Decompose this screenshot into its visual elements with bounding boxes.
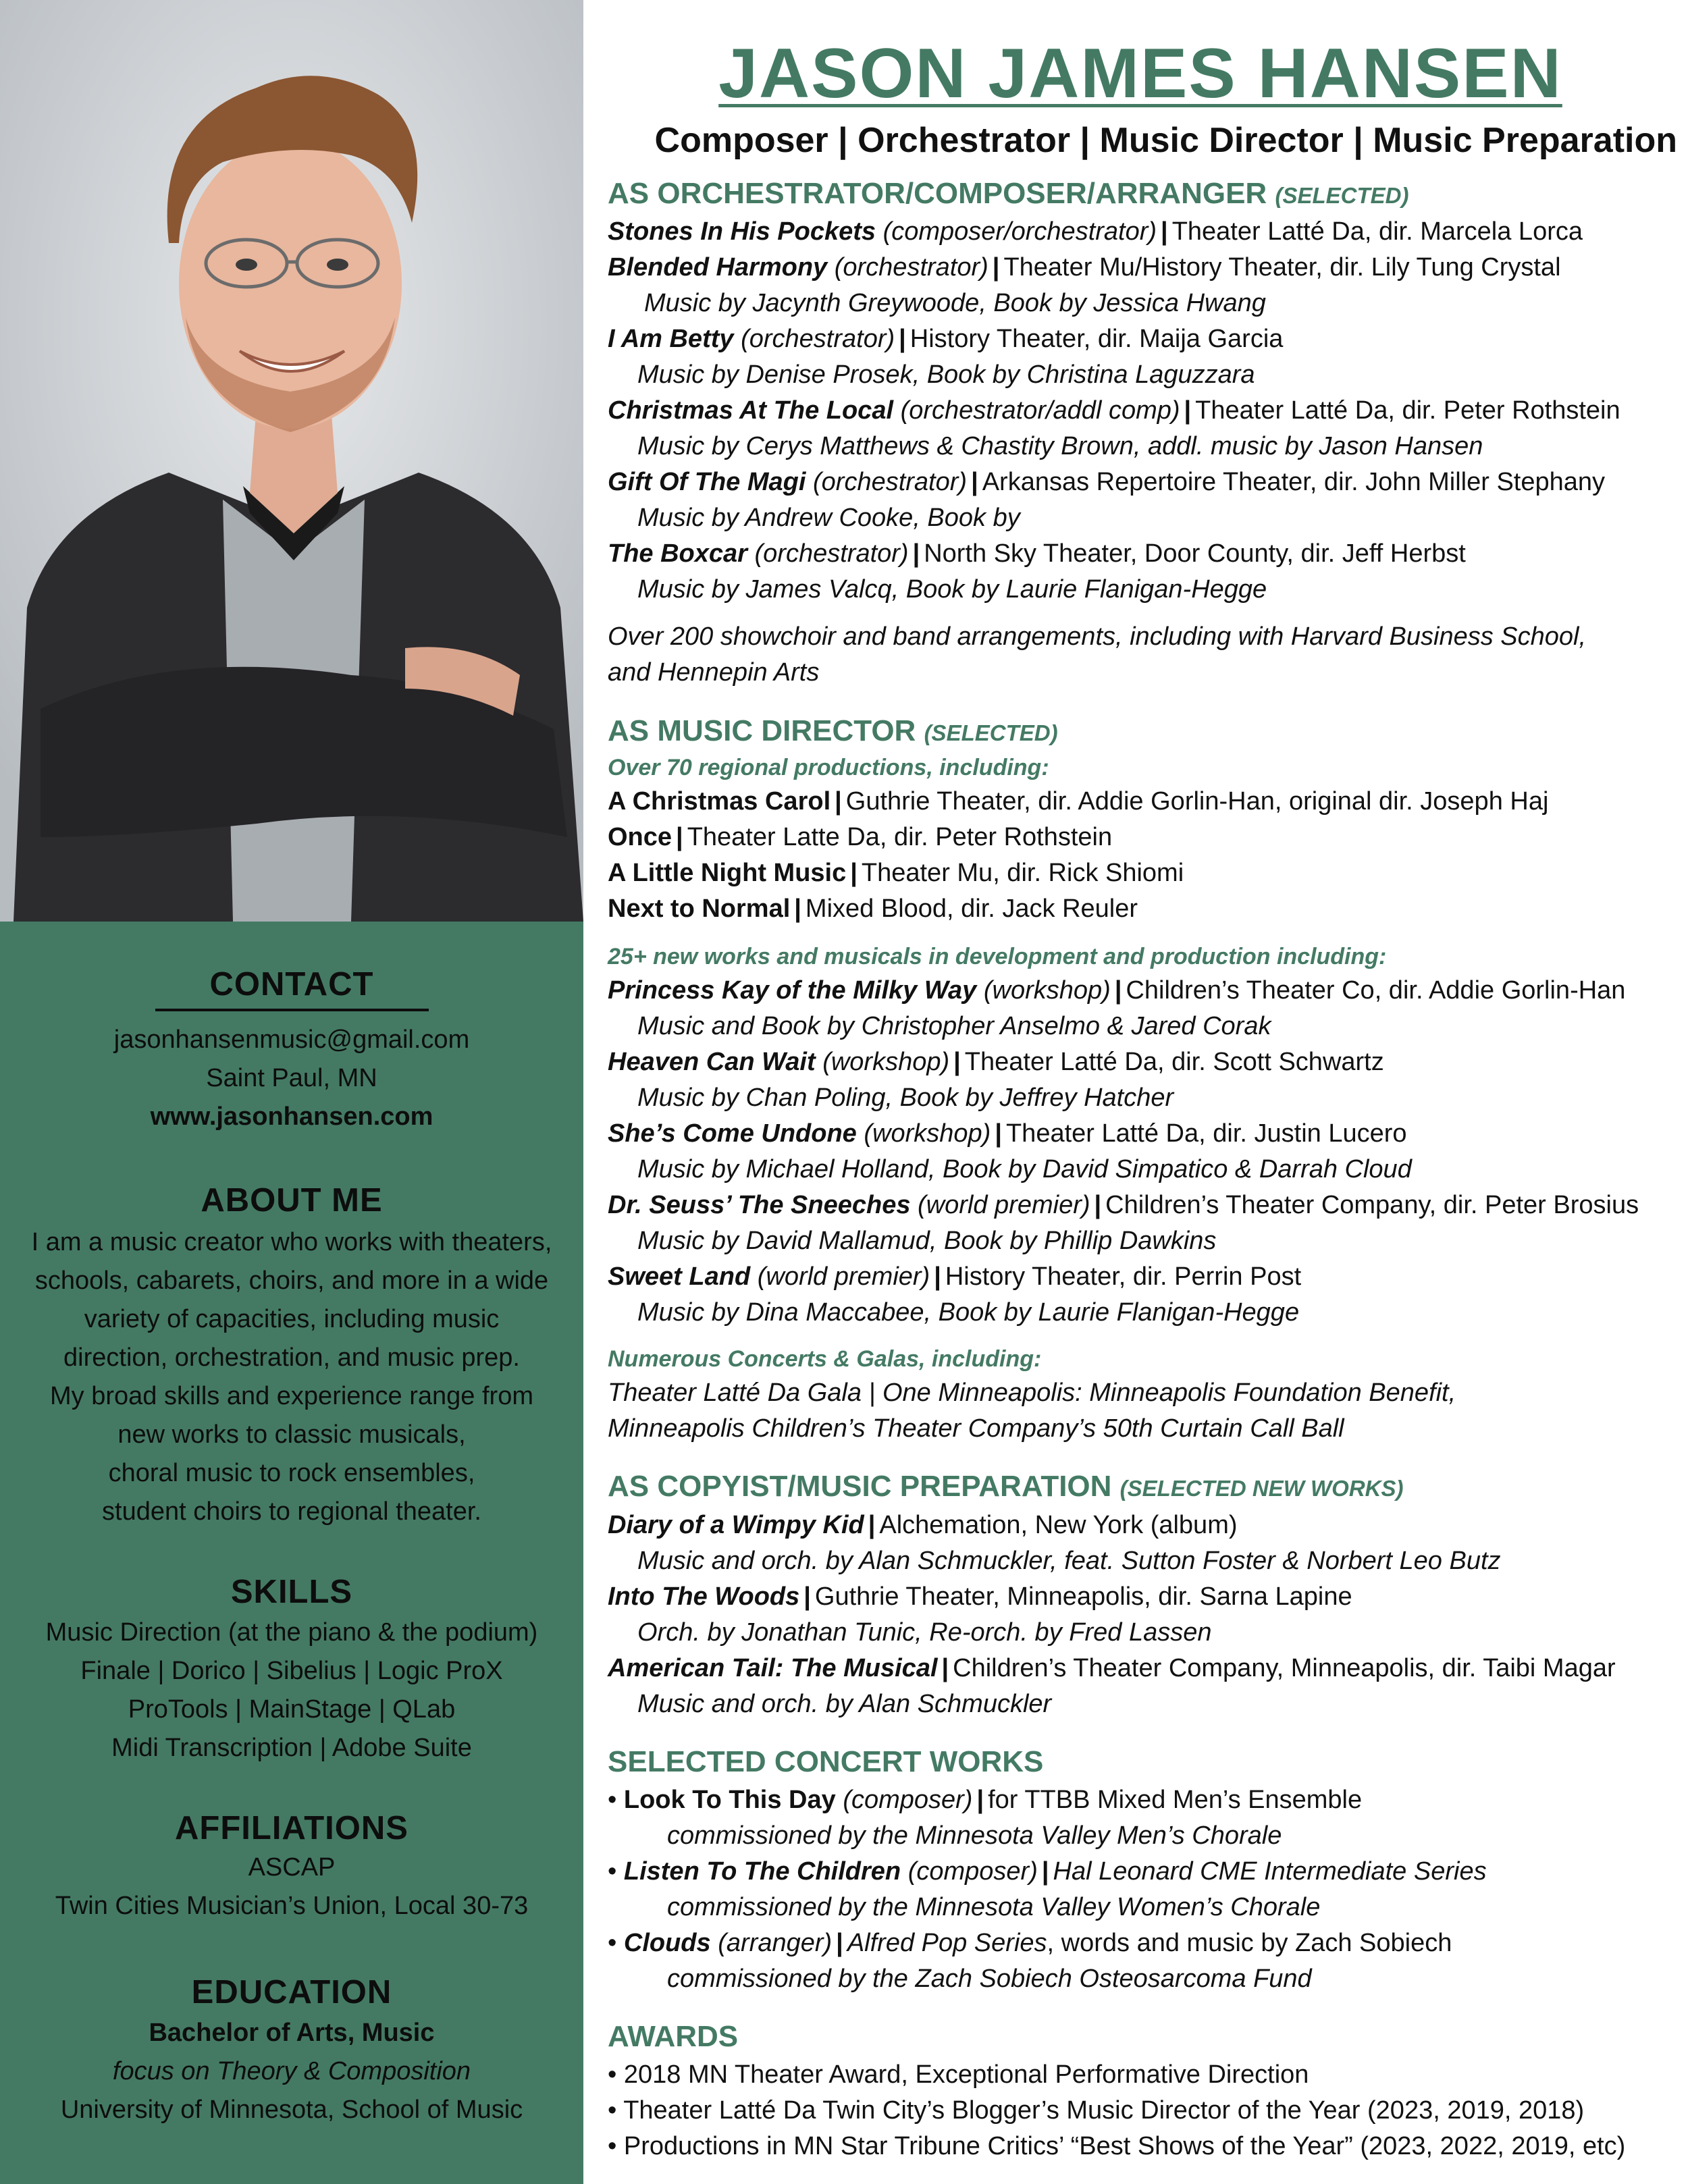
affiliation-item: ASCAP (248, 1853, 336, 1882)
about-section (0, 1181, 583, 1531)
page-title (604, 34, 1677, 114)
skills-line: Midi Transcription | Adobe Suite (111, 1734, 472, 1762)
concert-work-entry: • Clouds (arranger) | Alfred Pop Series, words and music by Zach Sobiech (608, 1929, 1452, 1957)
tagline: Composer | Orchestrator | Music Director | Music Preparation (654, 121, 1677, 160)
about-line: schools, cabarets, choirs, and more in a wide (34, 1267, 549, 1295)
about-line: choral music to rock ensembles, (108, 1459, 475, 1487)
left-column (0, 0, 583, 2184)
copyist-entry: American Tail: The Musical | Children’s Theater Company, Minneapolis, dir. Taibi Magar (608, 1654, 1616, 1682)
orchestrator-entry: I Am Betty (orchestrator) | History Theater, dir. Maija Garcia (608, 325, 1284, 353)
orchestrator-credit: Music by Denise Prosek, Book by Christina Laguzzara (637, 361, 1255, 389)
orchestrator-heading-text: AS ORCHESTRATOR/COMPOSER/ARRANGER (608, 177, 1267, 210)
orchestrator-heading (608, 177, 1408, 211)
copyist-heading (608, 1470, 1404, 1503)
about-line: student choirs to regional theater. (102, 1497, 481, 1526)
new-work-credit: Music by Dina Maccabee, Book by Laurie Flanigan-Hegge (637, 1298, 1300, 1327)
about-line: I am a music creator who works with theaters, (31, 1228, 552, 1256)
education-heading: EDUCATION (191, 1974, 392, 2010)
orchestrator-entry: Gift Of The Magi (orchestrator) | Arkansas Repertoire Theater, dir. John Miller Stephany (608, 468, 1606, 496)
concert-work-entry: • Listen To The Children (composer) | Hal Leonard CME Intermediate Series (608, 1857, 1487, 1886)
copyist-qualifier: (SELECTED NEW WORKS) (1119, 1476, 1404, 1501)
music-director-heading-text: AS MUSIC DIRECTOR (608, 714, 916, 747)
orchestrator-credit: Music by Andrew Cooke, Book by (637, 504, 1020, 532)
contact-heading: CONTACT (209, 966, 374, 1003)
contact-location: Saint Paul, MN (206, 1064, 377, 1092)
production-entry: Once | Theater Latte Da, dir. Peter Rothstein (608, 823, 1113, 851)
skills-line: Finale | Dorico | Sibelius | Logic ProX (80, 1657, 503, 1685)
new-work-credit: Music by David Mallamud, Book by Phillip Dawkins (637, 1227, 1217, 1255)
orchestrator-credit: Music by Jacynth Greywoode, Book by Jessica Hwang (644, 289, 1266, 317)
copyist-credit: Music and orch. by Alan Schmuckler (637, 1690, 1052, 1718)
orchestrator-qualifier: (SELECTED) (1275, 183, 1409, 208)
concert-work-entry: • Look To This Day (composer) | for TTBB Mixed Men’s Ensemble (608, 1786, 1363, 1814)
production-entry: A Christmas Carol | Guthrie Theater, dir. Addie Gorlin-Han, original dir. Joseph Haj (608, 787, 1549, 816)
orchestrator-entry: Blended Harmony (orchestrator) | Theater Mu/History Theater, dir. Lily Tung Crystal (608, 253, 1561, 282)
concert-work-credit: commissioned by the Minnesota Valley Women’s Chorale (667, 1893, 1321, 1921)
name-text: JASON JAMES HANSEN (718, 34, 1562, 113)
orchestrator-entry: Christmas At The Local (orchestrator/addl comp) | Theater Latté Da, dir. Peter Rothstein (608, 396, 1620, 425)
award-item: • Theater Latté Da Twin City’s Blogger’s Music Director of the Year (2023, 2019, 2018) (608, 2096, 1585, 2125)
contact-email[interactable]: jasonhansenmusic@gmail.com (113, 1026, 470, 1054)
concerts-line: Minneapolis Children’s Theater Company’s 50th Curtain Call Ball (608, 1414, 1344, 1443)
award-item: • 2018 MN Theater Award, Exceptional Performative Direction (608, 2060, 1309, 2089)
award-item: • Productions in MN Star Tribune Critics’ “Best Shows of the Year” (2023, 2022, 2019, etc) (608, 2132, 1626, 2160)
skills-heading: SKILLS (230, 1574, 353, 1610)
about-line: direction, orchestration, and music prep. (63, 1343, 520, 1372)
copyist-credit: Music and orch. by Alan Schmuckler, feat. Sutton Foster & Norbert Leo Butz (637, 1547, 1501, 1575)
music-director-subheading: Over 70 regional productions, including: (608, 755, 1049, 780)
affiliation-item: Twin Cities Musician’s Union, Local 30-73 (55, 1892, 529, 1920)
orchestrator-entry: The Boxcar (orchestrator) | North Sky Theater, Door County, dir. Jeff Herbst (608, 539, 1466, 568)
copyist-heading-text: AS COPYIST/MUSIC PREPARATION (608, 1470, 1112, 1503)
education-section (0, 1973, 583, 2129)
music-director-heading (608, 714, 1058, 748)
new-work-entry: Sweet Land (world premier) | History Theater, dir. Perrin Post (608, 1262, 1302, 1291)
about-line: My broad skills and experience range from (49, 1382, 533, 1410)
copyist-credit: Orch. by Jonathan Tunic, Re-orch. by Fred Lassen (637, 1618, 1212, 1647)
skills-section (0, 1573, 583, 1767)
new-work-credit: Music by Michael Holland, Book by David Simpatico & Darrah Cloud (637, 1155, 1412, 1183)
production-entry: Next to Normal | Mixed Blood, dir. Jack Reuler (608, 895, 1138, 923)
education-degree: Bachelor of Arts, Music (149, 2019, 435, 2047)
contact-website[interactable]: www.jasonhansen.com (150, 1102, 433, 1131)
skills-line: Music Direction (at the piano & the podium) (45, 1618, 538, 1647)
concert-work-credit: commissioned by the Minnesota Valley Men’s Chorale (667, 1821, 1282, 1850)
copyist-entry: Into The Woods | Guthrie Theater, Minneapolis, dir. Sarna Lapine (608, 1582, 1352, 1611)
concert-works-heading: SELECTED CONCERT WORKS (608, 1745, 1044, 1778)
orchestrator-entry: Stones In His Pockets (composer/orchestrator) | Theater Latté Da, dir. Marcela Lorca (608, 217, 1583, 246)
new-works-subheading: 25+ new works and musicals in development and production including: (608, 944, 1387, 969)
production-entry: A Little Night Music | Theater Mu, dir. Rick Shiomi (608, 859, 1184, 887)
about-line: variety of capacities, including music (84, 1305, 500, 1333)
new-work-entry: She’s Come Undone (workshop) | Theater Latté Da, dir. Justin Lucero (608, 1119, 1407, 1148)
new-work-credit: Music and Book by Christopher Anselmo & Jared Corak (637, 1012, 1271, 1040)
skills-line: ProTools | MainStage | QLab (128, 1695, 456, 1724)
concert-work-credit: commissioned by the Zach Sobiech Osteosarcoma Fund (667, 1965, 1312, 1993)
contact-divider (155, 1009, 429, 1011)
orchestrator-note: and Hennepin Arts (608, 658, 820, 687)
portrait-photo (0, 0, 583, 922)
about-heading: ABOUT ME (201, 1182, 383, 1219)
music-director-qualifier: (SELECTED) (924, 720, 1058, 745)
concerts-line: Theater Latté Da Gala | One Minneapolis: Minneapolis Foundation Benefit, (608, 1379, 1456, 1407)
education-school: University of Minnesota, School of Music (60, 2096, 523, 2124)
new-work-entry: Heaven Can Wait (workshop) | Theater Latté Da, dir. Scott Schwartz (608, 1048, 1384, 1076)
concerts-subheading: Numerous Concerts & Galas, including: (608, 1346, 1042, 1372)
new-work-credit: Music by Chan Poling, Book by Jeffrey Hatcher (637, 1084, 1174, 1112)
copyist-entry: Diary of a Wimpy Kid | Alchemation, New York (album) (608, 1511, 1238, 1539)
orchestrator-note: Over 200 showchoir and band arrangements, including with Harvard Business School, (608, 622, 1587, 651)
awards-heading: AWARDS (608, 2020, 739, 2053)
orchestrator-credit: Music by James Valcq, Book by Laurie Flanigan-Hegge (637, 575, 1267, 604)
affiliations-heading: AFFILIATIONS (175, 1810, 408, 1846)
new-work-entry: Dr. Seuss’ The Sneeches (world premier) | Children’s Theater Company, dir. Peter Brosius (608, 1191, 1639, 1219)
education-focus: focus on Theory & Composition (112, 2057, 471, 2085)
contact-section (0, 965, 583, 1136)
affiliations-section (0, 1809, 583, 1925)
orchestrator-credit: Music by Cerys Matthews & Chastity Brown, addl. music by Jason Hansen (637, 432, 1483, 460)
about-line: new works to classic musicals, (117, 1420, 466, 1449)
portrait-illustration (0, 0, 583, 922)
new-work-entry: Princess Kay of the Milky Way (workshop) | Children’s Theater Co, dir. Addie Gorlin-Han (608, 976, 1626, 1005)
sidebar (0, 922, 583, 2184)
